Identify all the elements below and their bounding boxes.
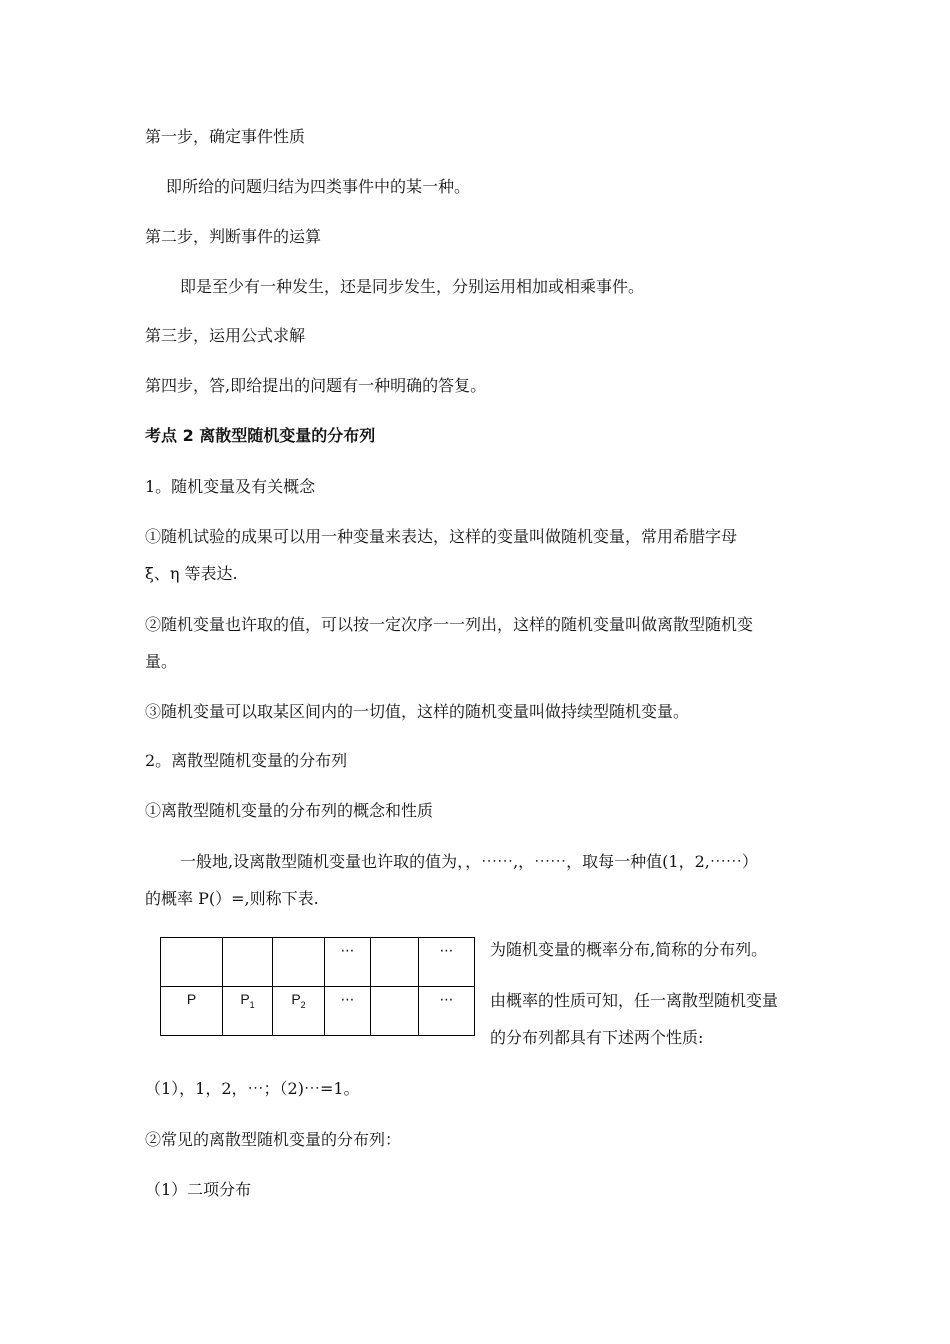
- p1-main: P: [240, 991, 250, 1007]
- p1-subscript: 1: [249, 999, 255, 1010]
- subsection-1-heading: 1。随机变量及有关概念: [145, 477, 316, 496]
- table-cell: ⋯: [419, 938, 475, 987]
- table-row: [161, 938, 475, 987]
- definition-2-line-b: 量。: [145, 652, 178, 671]
- table-cell: [371, 938, 419, 987]
- step-two-line: 第二步，判断事件的运算: [145, 227, 322, 246]
- definition-2-line-a: ②随机变量也许取的值，可以按一定次序一一列出，这样的随机变量叫做离散型随机变: [145, 615, 754, 634]
- table-cell: [273, 938, 325, 987]
- definition-1-line-b: ξ、η 等表达.: [145, 564, 238, 583]
- table-cell-p2: [273, 987, 325, 1036]
- table-cell-p1: [223, 987, 273, 1036]
- table-side-note-1: 为随机变量的概率分布,简称的分布列。: [490, 940, 768, 959]
- table-cell: ⋯: [419, 987, 475, 1036]
- binomial-heading: （1）二项分布: [145, 1180, 252, 1199]
- table-side-note-2: 由概率的性质可知，任一离散型随机变量: [490, 991, 779, 1010]
- step-four-line: 第四步，答,即给提出的问题有一种明确的答复。: [145, 376, 487, 395]
- table-cell: ⋯: [325, 987, 371, 1036]
- step-two-detail: 即是至少有一种发生，还是同步发生，分别运用相加或相乘事件。: [180, 277, 645, 296]
- table-cell-p-label: P: [161, 987, 223, 1036]
- step-one-detail: 即所给的问题归结为四类事件中的某一种。: [166, 177, 471, 196]
- table-cell: [223, 938, 273, 987]
- properties-line: （1），1，2，⋯；（2)⋯=1。: [145, 1079, 360, 1098]
- table-cell: ⋯: [325, 938, 371, 987]
- p2-subscript: 2: [300, 999, 306, 1010]
- general-definition-line-a: 一般地,设离散型随机变量也许取的值为，，⋯⋯,，⋯⋯，取每一种值(1，2,⋯⋯）: [180, 852, 758, 871]
- table-side-note-3: 的分布列都具有下述两个性质:: [490, 1028, 704, 1047]
- definition-1-line-a: ①随机试验的成果可以用一种变量来表达，这样的变量叫做随机变量，常用希腊字母: [145, 527, 738, 546]
- table-cell: [371, 987, 419, 1036]
- common-distributions-heading: ②常见的离散型随机变量的分布列：: [145, 1130, 402, 1149]
- step-three-line: 第三步，运用公式求解: [145, 326, 306, 345]
- general-definition-line-b: 的概率 P(）=,则称下表.: [145, 889, 319, 908]
- table-cell: [161, 938, 223, 987]
- concept-heading: ①离散型随机变量的分布列的概念和性质: [145, 801, 434, 820]
- subsection-2-heading: 2。离散型随机变量的分布列: [145, 751, 348, 770]
- step-one-line: 第一步，确定事件性质: [145, 127, 306, 146]
- p2-main: P: [291, 991, 301, 1007]
- distribution-table: [160, 937, 475, 1036]
- section-heading: 考点 2 离散型随机变量的分布列: [145, 426, 376, 445]
- table-row: [161, 987, 475, 1036]
- definition-3-line: ③随机变量可以取某区间内的一切值，这样的随机变量叫做持续型随机变量。: [145, 702, 690, 721]
